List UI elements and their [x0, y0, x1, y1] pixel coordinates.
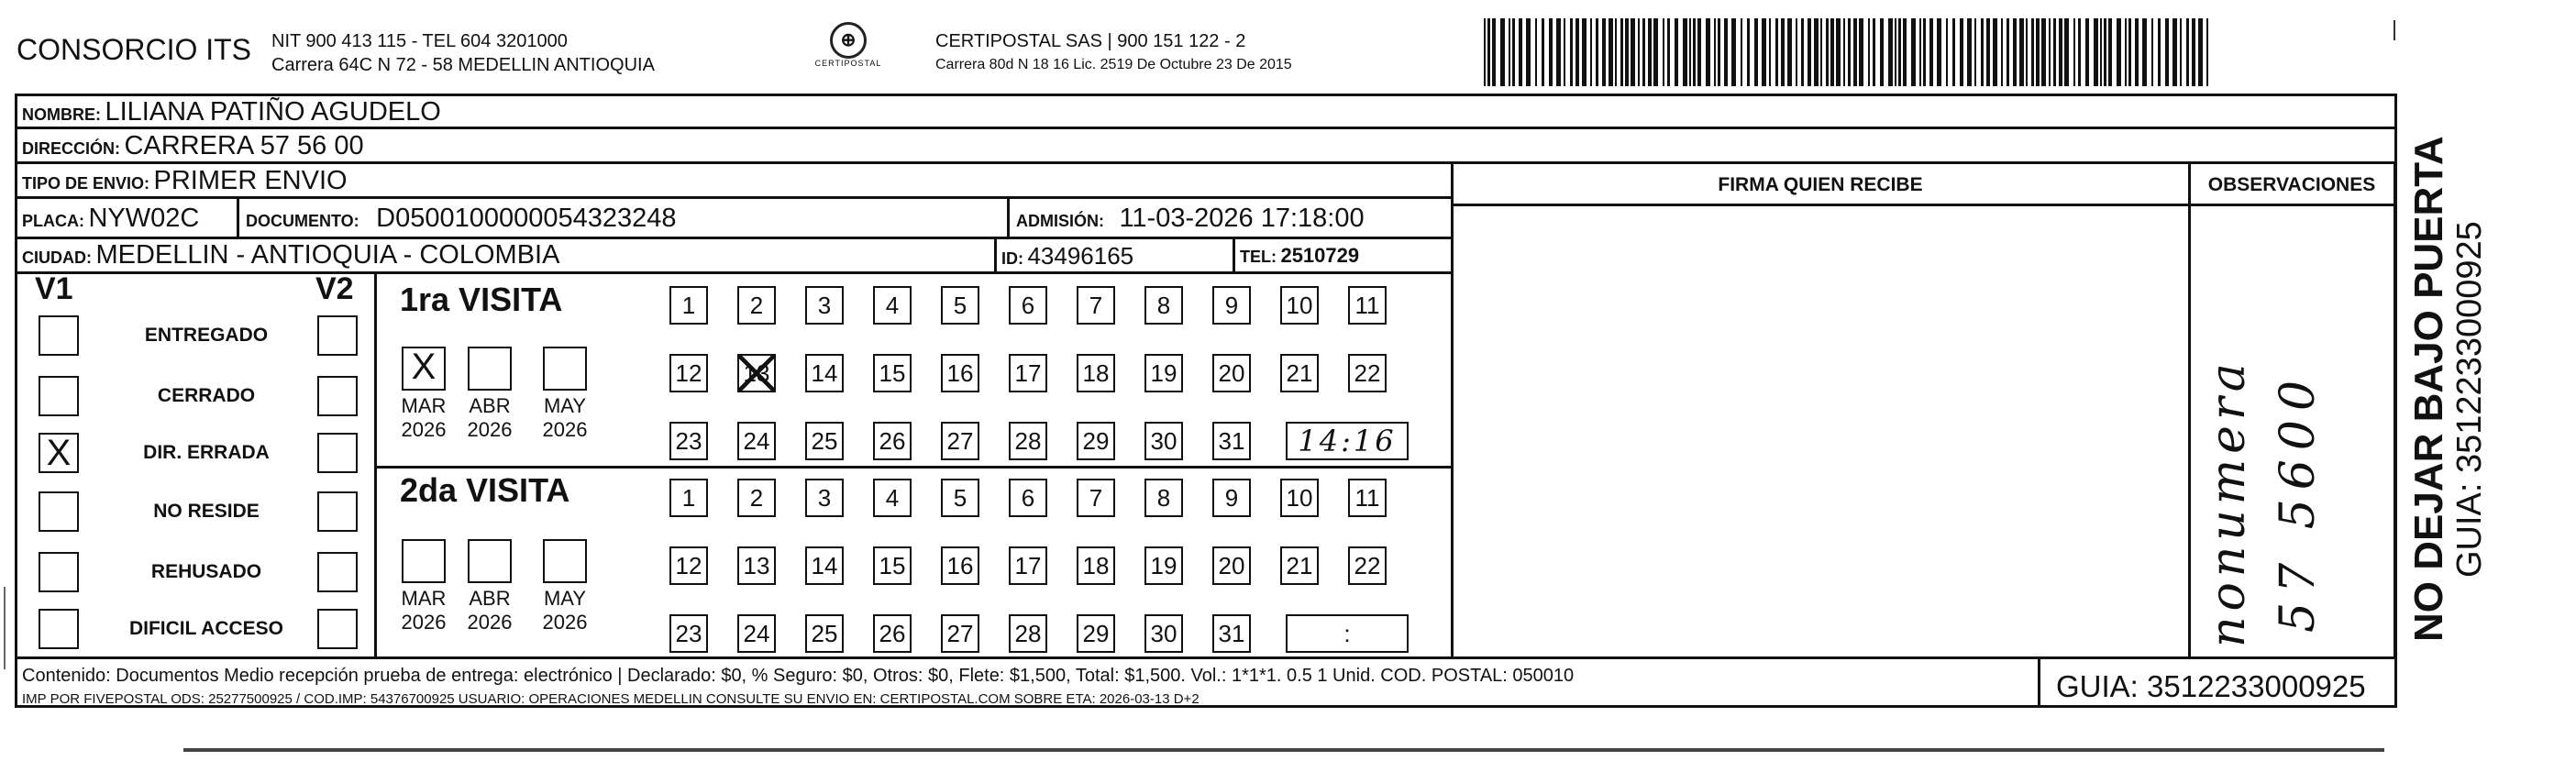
visit2-day-box[interactable]: 14 [805, 546, 844, 585]
visit2-month-label [396, 587, 451, 634]
barcode-bar [1519, 18, 1522, 86]
barcode-bar [2001, 18, 2003, 86]
barcode-bar [1570, 18, 1573, 86]
cell-divider [1233, 237, 1235, 271]
barcode-bar [1697, 18, 1701, 86]
visit1-day-box[interactable]: 5 [941, 286, 979, 325]
placa-field [22, 204, 199, 234]
month-name: ABR [469, 587, 511, 610]
barcode-bar [1781, 18, 1785, 86]
observaciones-header: OBSERVACIONES [2207, 174, 2376, 195]
admision-field [1016, 204, 1365, 234]
tel-value: 2510729 [1280, 244, 1360, 267]
v1-checkbox[interactable] [39, 376, 79, 416]
barcode-bar [1937, 18, 1941, 86]
barcode-bar [1986, 18, 1990, 86]
barcode-bar [1487, 18, 1490, 86]
visit1-day-box[interactable]: 6 [1009, 286, 1047, 325]
month-year: 2026 [467, 418, 513, 441]
barcode-bar [1960, 18, 1963, 86]
nombre-label: NOMBRE: [22, 105, 101, 124]
barcode-bar [1888, 18, 1893, 86]
barcode-bar [1923, 18, 1926, 86]
ciudad-field [22, 240, 559, 270]
visit2-day-box[interactable]: 5 [941, 479, 979, 517]
month-year: 2026 [542, 611, 588, 634]
barcode-bar [1549, 18, 1553, 86]
id-field [1001, 242, 1133, 270]
month-year: 2026 [401, 611, 447, 634]
footer-divider [2038, 656, 2040, 708]
v2-checkbox[interactable] [317, 552, 358, 592]
v1-checkbox[interactable] [39, 552, 79, 592]
barcode-bar [1663, 18, 1664, 86]
visit2-day-box[interactable]: 25 [805, 614, 844, 653]
barcode-bar [2059, 18, 2062, 86]
barcode [1484, 18, 2217, 86]
barcode-bar [1848, 18, 1851, 86]
v2-checkbox[interactable] [317, 376, 358, 416]
company-nit: NIT 900 413 115 - TEL 604 3201000 [271, 31, 568, 51]
brand-name: CONSORCIO ITS [17, 33, 252, 66]
barcode-bar [1741, 18, 1742, 86]
month-name: MAY [543, 394, 587, 417]
tipo-label: TIPO DE ENVIO: [22, 174, 150, 193]
certipostal-nit: CERTIPOSTAL SAS | 900 151 122 - 2 [935, 31, 1246, 51]
barcode-bar [1747, 18, 1750, 86]
visit1-day-box[interactable]: 24 [737, 422, 776, 460]
barcode-bar [1714, 18, 1716, 86]
visit1-month-label [537, 394, 592, 442]
bottom-rule [183, 748, 2384, 752]
visit2-day-box[interactable]: 24 [737, 614, 776, 653]
barcode-bar [1683, 18, 1687, 86]
barcode-bar [1512, 18, 1515, 86]
visit2-day-box[interactable]: 17 [1009, 546, 1047, 585]
header-line [1451, 204, 2395, 206]
barcode-bar [2158, 18, 2161, 86]
barcode-bar [1500, 18, 1505, 86]
month-year: 2026 [542, 418, 588, 441]
nombre-field [22, 97, 441, 127]
visit1-month-label [396, 394, 451, 442]
barcode-bar [1929, 18, 1933, 86]
status-option-label: NO RESIDE [153, 501, 260, 522]
placa-label: PLACA: [22, 212, 84, 230]
barcode-bar [2186, 18, 2189, 86]
visit2-month-checkbox[interactable] [468, 539, 512, 583]
barcode-bar [1880, 18, 1884, 86]
nombre-value: LILIANA PATIÑO AGUDELO [105, 97, 441, 127]
month-year: 2026 [467, 611, 513, 634]
barcode-bar [2128, 18, 2131, 86]
visit1-day-box[interactable]: 10 [1280, 286, 1319, 325]
barcode-bar [1542, 18, 1544, 86]
visit2-day-box[interactable]: 26 [873, 614, 912, 653]
barcode-bar [1492, 18, 1496, 86]
visit1-day-box[interactable]: 29 [1077, 422, 1115, 460]
documento-label: DOCUMENTO: [246, 212, 359, 230]
cell-divider [1007, 196, 1010, 237]
visit2-day-box[interactable]: 3 [805, 479, 844, 517]
barcode-bar [1843, 18, 1845, 86]
visit2-day-box[interactable]: 30 [1144, 614, 1183, 653]
visit2-day-box[interactable]: 21 [1280, 546, 1319, 585]
barcode-bar [2198, 18, 2203, 86]
v1-header: V1 [35, 271, 73, 306]
visit1-day-box[interactable]: 1 [669, 286, 708, 325]
status-option-label: CERRADO [157, 385, 256, 406]
barcode-bar [1564, 18, 1565, 86]
status-option-label: DIR. ERRADA [143, 442, 270, 463]
observation-handwriting-2: 57 5600 [2271, 370, 2326, 633]
placa-value: NYW02C [88, 204, 200, 233]
visit2-day-box[interactable]: 10 [1280, 479, 1319, 517]
barcode-bar [1754, 18, 1758, 86]
barcode-bar [2085, 18, 2089, 86]
visit1-day-box[interactable]: 14 [805, 354, 844, 392]
barcode-bar [2172, 18, 2177, 86]
barcode-bar [2142, 18, 2147, 86]
visit1-day-box[interactable]: 23 [669, 422, 708, 460]
section-divider [374, 271, 377, 656]
visit1-day-box[interactable]: 20 [1212, 354, 1251, 392]
barcode-bar [2100, 18, 2102, 86]
tel-label: TEL: [1240, 248, 1277, 266]
barcode-bar [1484, 18, 1486, 86]
barcode-bar [1796, 18, 1797, 86]
company-info [271, 29, 655, 77]
barcode-bar [1556, 18, 1561, 86]
visit1-title: 1ra VISITA [400, 281, 563, 318]
visit1-day-box[interactable]: 13 [737, 354, 776, 392]
barcode-bar [2165, 18, 2169, 86]
visit1-month-checkbox[interactable] [468, 347, 512, 391]
id-value: 43496165 [1027, 242, 1134, 270]
visit2-day-box[interactable]: 18 [1077, 546, 1115, 585]
visit1-day-box[interactable]: 3 [805, 286, 844, 325]
visit2-day-box[interactable]: 2 [737, 479, 776, 517]
barcode-bar [2094, 18, 2098, 86]
visit2-month-label [537, 587, 592, 634]
cell-divider [994, 237, 997, 271]
month-year: 2026 [401, 418, 447, 441]
visit1-day-box[interactable]: 31 [1212, 422, 1251, 460]
v2-checkbox[interactable] [317, 491, 358, 532]
barcode-bar [2135, 18, 2139, 86]
visit1-day-box[interactable]: 9 [1212, 286, 1251, 325]
barcode-bar [2013, 18, 2017, 86]
visit2-title: 2da VISITA [400, 471, 570, 509]
visit1-day-box[interactable]: 27 [941, 422, 979, 460]
direccion-value: CARRERA 57 56 00 [124, 131, 364, 160]
column-divider [2188, 161, 2191, 656]
visit1-day-box[interactable]: 16 [941, 354, 979, 392]
barcode-bar [1952, 18, 1955, 86]
barcode-bar [1631, 18, 1635, 86]
barcode-bar [1675, 18, 1678, 86]
barcode-bar [1731, 18, 1736, 86]
visit1-day-box[interactable]: 19 [1144, 354, 1183, 392]
certipostal-license: Carrera 80d N 18 16 Lic. 2519 De Octubre 23 De 2015 [935, 57, 1292, 72]
barcode-bar [1590, 18, 1592, 86]
id-label: ID: [1001, 249, 1023, 268]
barcode-bar [1919, 18, 1921, 86]
visit1-day-box[interactable]: 30 [1144, 422, 1183, 460]
visit1-month-checkbox[interactable] [543, 347, 587, 391]
v2-checkbox[interactable] [317, 433, 358, 473]
barcode-bar [1620, 18, 1623, 86]
visit2-day-box[interactable]: 12 [669, 546, 708, 585]
barcode-bar [1718, 18, 1720, 86]
row-line [15, 196, 1453, 199]
visit1-day-box[interactable]: 7 [1077, 286, 1115, 325]
visit1-day-box[interactable]: 2 [737, 286, 776, 325]
month-name: MAR [401, 394, 447, 417]
barcode-bar [1615, 18, 1617, 86]
side-warning: NO DEJAR BAJO PUERTA [2406, 136, 2451, 642]
visit1-day-box[interactable]: 17 [1009, 354, 1047, 392]
visit1-day-box[interactable]: 15 [873, 354, 912, 392]
barcode-bar [1946, 18, 1948, 86]
top-right-tick [2394, 20, 2395, 40]
v2-checkbox[interactable] [317, 609, 358, 649]
status-option-label: DIFICIL ACCESO [128, 618, 283, 639]
barcode-bar [2117, 18, 2121, 86]
barcode-bar [1898, 18, 1901, 86]
left-tick [4, 587, 6, 669]
visit2-day-box[interactable]: 20 [1212, 546, 1251, 585]
visit2-day-box[interactable]: 4 [873, 479, 912, 517]
side-guia: GUIA: 3512233000925 [2450, 221, 2489, 578]
barcode-bar [1638, 18, 1640, 86]
barcode-bar [1526, 18, 1531, 86]
barcode-bar [2151, 18, 2153, 86]
visit2-day-box[interactable]: 15 [873, 546, 912, 585]
visit1-day-box[interactable]: 11 [1348, 286, 1387, 325]
logo-text: CERTIPOSTAL [814, 59, 882, 68]
barcode-bar [2125, 18, 2127, 86]
barcode-bar [1974, 18, 1976, 86]
barcode-bar [2078, 18, 2081, 86]
column-divider [2394, 161, 2396, 656]
barcode-bar [1826, 18, 1829, 86]
barcode-bar [2053, 18, 2056, 86]
row-line [15, 271, 1453, 274]
barcode-bar [2041, 18, 2046, 86]
observation-handwriting-1: nonumera [2201, 358, 2256, 647]
barcode-bar [2026, 18, 2028, 86]
certipostal-logo [814, 22, 882, 77]
footer-imp: IMP POR FIVEPOSTAL ODS: 25277500925 / COD.IMP: 54376700925 USUARIO: OPERACIONES MEDELLIN CONSULTE SU ENVIO EN: CERTIPOSTAL.COM SOBRE ETA: 2026-03-13 D+2 [22, 691, 1200, 707]
visit1-day-box[interactable]: 25 [805, 422, 844, 460]
cell-divider [237, 196, 239, 237]
barcode-bar [1724, 18, 1728, 86]
visit2-day-box[interactable]: 23 [669, 614, 708, 653]
barcode-bar [1706, 18, 1710, 86]
visit2-day-box[interactable]: 6 [1009, 479, 1047, 517]
barcode-bar [1787, 18, 1792, 86]
barcode-bar [1582, 18, 1587, 86]
barcode-bar [1535, 18, 1537, 86]
barcode-bar [2064, 18, 2069, 86]
visit1-day-box[interactable]: 18 [1077, 354, 1115, 392]
barcode-bar [1830, 18, 1834, 86]
barcode-bar [1873, 18, 1875, 86]
barcode-bar [2019, 18, 2024, 86]
company-address: Carrera 64C N 72 - 58 MEDELLIN ANTIOQUIA [271, 55, 655, 75]
status-option-label: ENTREGADO [144, 325, 269, 346]
barcode-bar [1853, 18, 1857, 86]
visit2-month-label [462, 587, 517, 634]
barcode-bar [1609, 18, 1613, 86]
visit2-month-checkbox[interactable] [402, 539, 446, 583]
admision-value: 11-03-2026 17:18:00 [1119, 204, 1365, 233]
ciudad-value: MEDELLIN - ANTIOQUIA - COLOMBIA [95, 240, 560, 270]
v1-checkbox[interactable]: X [39, 433, 79, 473]
visit1-day-box[interactable]: 21 [1280, 354, 1319, 392]
tipo-field [22, 166, 348, 196]
v2-checkbox[interactable] [317, 315, 358, 356]
barcode-bar [2073, 18, 2075, 86]
visit2-day-box[interactable]: 29 [1077, 614, 1115, 653]
visit2-day-box[interactable]: 28 [1009, 614, 1047, 653]
barcode-bar [2049, 18, 2051, 86]
barcode-bar [1653, 18, 1658, 86]
firma-header: FIRMA QUIEN RECIBE [1718, 174, 1923, 195]
visit2-day-box[interactable]: 31 [1212, 614, 1251, 653]
barcode-bar [2192, 18, 2195, 86]
barcode-bar [1814, 18, 1819, 86]
visit1-day-box[interactable]: 8 [1144, 286, 1183, 325]
visit1-day-box[interactable]: 28 [1009, 422, 1047, 460]
barcode-bar [2180, 18, 2182, 86]
barcode-bar [1801, 18, 1804, 86]
barcode-bar [2031, 18, 2034, 86]
v1-checkbox[interactable] [39, 609, 79, 649]
barcode-bar [1689, 18, 1691, 86]
barcode-bar [1596, 18, 1598, 86]
barcode-bar [1808, 18, 1811, 86]
visit2-day-box[interactable]: 13 [737, 546, 776, 585]
section-divider [374, 466, 1453, 469]
barcode-bar [1602, 18, 1606, 86]
visit2-day-box[interactable]: 7 [1077, 479, 1115, 517]
visit1-day-box[interactable]: 22 [1348, 354, 1387, 392]
tipo-value: PRIMER ENVIO [153, 166, 348, 195]
barcode-bar [1911, 18, 1916, 86]
visit1-time-box[interactable]: 14:16 [1286, 422, 1409, 460]
documento-value: D0500100000054323248 [376, 204, 677, 233]
barcode-bar [1693, 18, 1696, 86]
visit1-month-label [462, 394, 517, 442]
barcode-bar [2108, 18, 2112, 86]
ciudad-label: CIUDAD: [22, 248, 92, 267]
admision-label: ADMISIÓN: [1016, 212, 1104, 230]
visit2-day-box[interactable]: 8 [1144, 479, 1183, 517]
status-option-label: REHUSADO [150, 561, 262, 582]
visit2-day-box[interactable]: 22 [1348, 546, 1387, 585]
visit2-month-checkbox[interactable] [543, 539, 587, 583]
barcode-bar [2104, 18, 2106, 86]
footer-guia: GUIA: 3512233000925 [2056, 669, 2366, 703]
logo-emblem-icon: ⊕ [830, 22, 867, 59]
v1-checkbox[interactable] [39, 491, 79, 532]
barcode-bar [2036, 18, 2040, 86]
v1-checkbox[interactable] [39, 315, 79, 356]
month-name: MAR [401, 587, 447, 610]
certipostal-info [935, 29, 1292, 77]
barcode-bar [1820, 18, 1822, 86]
barcode-bar [1642, 18, 1645, 86]
visit1-day-box[interactable]: 26 [873, 422, 912, 460]
visit2-day-box[interactable]: 27 [941, 614, 979, 653]
footer-content: Contenido: Documentos Medio recepción prueba de entrega: electrónico | Declarado: $0, % Seguro: $0, Otros: $0, Flete: $1,500, Total: $1,500. Vol.: 1*1*1. 0.5 1 Unid. COD. POSTAL: 050010 [22, 666, 1575, 686]
barcode-bar [1762, 18, 1766, 86]
visit2-day-box[interactable]: 11 [1348, 479, 1387, 517]
barcode-bar [1836, 18, 1841, 86]
tel-field [1240, 244, 1359, 268]
visit2-day-box[interactable]: 1 [669, 479, 708, 517]
barcode-bar [1775, 18, 1778, 86]
barcode-bar [1625, 18, 1629, 86]
barcode-bar [1509, 18, 1510, 86]
barcode-bar [2007, 18, 2009, 86]
v2-header: V2 [315, 271, 354, 306]
month-name: ABR [469, 394, 511, 417]
barcode-bar [1967, 18, 1972, 86]
month-name: MAY [543, 587, 587, 610]
documento-field [246, 204, 677, 234]
row-line [15, 161, 2397, 164]
barcode-bar [1575, 18, 1579, 86]
barcode-bar [1859, 18, 1863, 86]
visit1-month-checkbox[interactable]: X [402, 347, 446, 391]
column-divider [1451, 161, 1454, 656]
visit1-day-box[interactable]: 4 [873, 286, 912, 325]
row-line [15, 237, 1453, 239]
barcode-bar [1868, 18, 1870, 86]
barcode-bar [1648, 18, 1652, 86]
visit2-time-box[interactable]: : [1286, 614, 1409, 653]
direccion-label: DIRECCIÓN: [22, 139, 120, 158]
barcode-bar [2206, 18, 2208, 86]
direccion-field [22, 131, 364, 161]
barcode-bar [1993, 18, 1997, 86]
visit2-day-box[interactable]: 9 [1212, 479, 1251, 517]
barcode-bar [1769, 18, 1771, 86]
visit1-day-box[interactable]: 12 [669, 354, 708, 392]
barcode-bar [1903, 18, 1907, 86]
barcode-bar [1981, 18, 1984, 86]
barcode-bar [1667, 18, 1670, 86]
barcode-bar [1895, 18, 1896, 86]
visit2-day-box[interactable]: 16 [941, 546, 979, 585]
visit2-day-box[interactable]: 19 [1144, 546, 1183, 585]
